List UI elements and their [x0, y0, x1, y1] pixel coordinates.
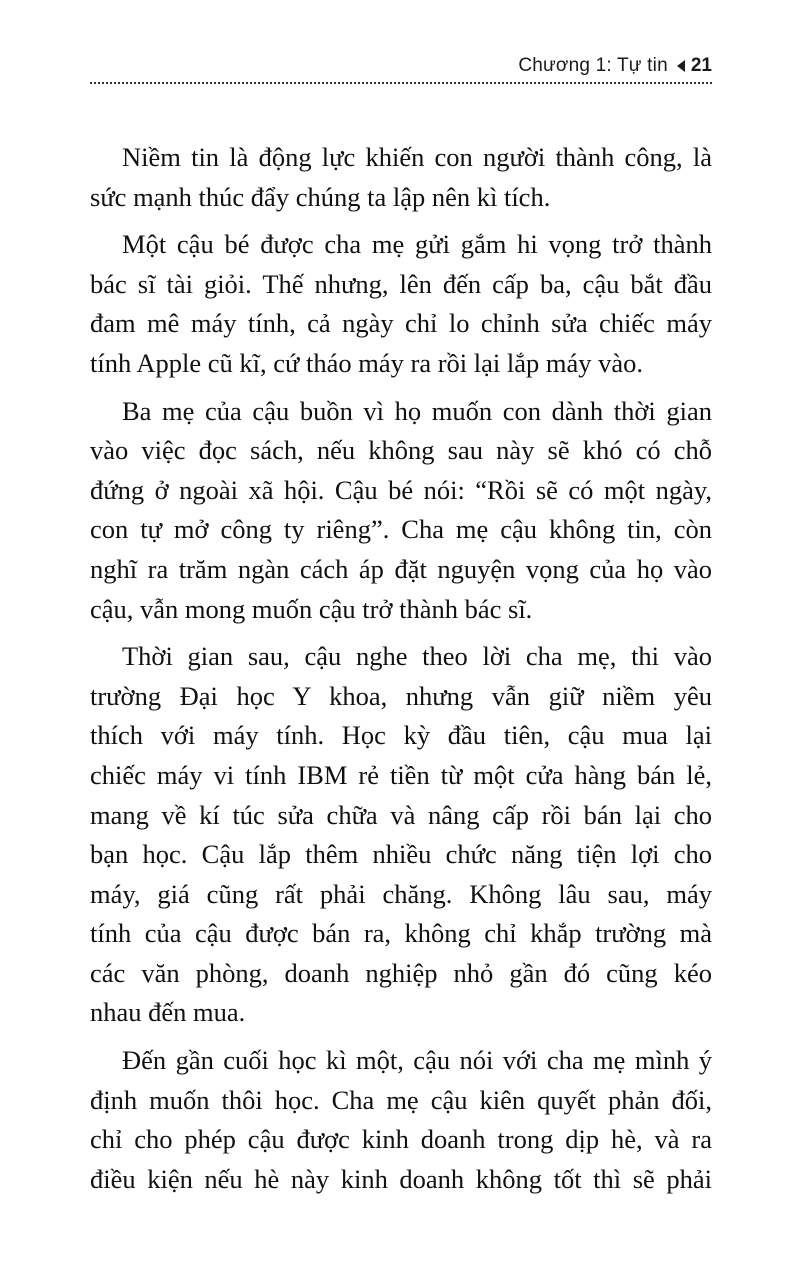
text-line: tính của cậu được bán ra, không chỉ khắp trường mà: [90, 918, 712, 949]
text-line: thích với máy tính. Học kỳ đầu tiên, cậu mua lại: [90, 720, 712, 751]
text-line: Thời gian sau, cậu nghe theo lời cha mẹ, thi vào: [122, 641, 712, 672]
text-line: nghĩ ra trăm ngàn cách áp đặt nguyện vọng của họ vào: [90, 553, 712, 584]
text-line: sức mạnh thúc đẩy chúng ta lập nên kì tích.: [90, 181, 551, 212]
paragraph: [90, 1041, 712, 1199]
body-text: [90, 138, 712, 1199]
text-line: nhau đến mua.: [90, 997, 246, 1028]
paragraph: [90, 225, 712, 383]
chapter-title: Chương 1: Tự tin: [518, 55, 668, 76]
text-line: chỉ cho phép cậu được kinh doanh trong dịp hè, và ra: [90, 1124, 712, 1155]
header-dotted-rule: [90, 82, 712, 84]
text-line: con tự mở công ty riêng”. Cha mẹ cậu không tin, còn: [90, 514, 712, 545]
text-line: vào việc đọc sách, nếu không sau này sẽ khó có chỗ: [90, 435, 712, 466]
text-line: định muốn thôi học. Cha mẹ cậu kiên quyết phản đối,: [90, 1084, 712, 1115]
text-line: Đến gần cuối học kì một, cậu nói với cha mẹ mình ý: [122, 1045, 712, 1076]
text-line: trường Đại học Y khoa, nhưng vẫn giữ niềm yêu: [90, 680, 712, 711]
text-line: máy, giá cũng rất phải chăng. Không lâu sau, máy: [90, 878, 712, 909]
running-header: [90, 52, 712, 80]
text-line: đứng ở ngoài xã hội. Cậu bé nói: “Rồi sẽ có một ngày,: [90, 474, 712, 505]
paragraph: [90, 637, 712, 1033]
text-line: bạn học. Cậu lắp thêm nhiều chức năng tiện lợi cho: [90, 839, 712, 870]
paragraph: [90, 138, 712, 217]
text-line: tính Apple cũ kĩ, cứ tháo máy ra rồi lại lắp máy vào.: [90, 347, 644, 378]
text-line: Một cậu bé được cha mẹ gửi gắm hi vọng trở thành: [122, 229, 712, 260]
text-line: Ba mẹ của cậu buồn vì họ muốn con dành thời gian: [122, 395, 712, 426]
page-number: 21: [690, 55, 712, 76]
text-line: Niềm tin là động lực khiến con người thành công, là: [122, 142, 712, 172]
text-line: bác sĩ tài giỏi. Thế nhưng, lên đến cấp ba, cậu bắt đầu: [90, 268, 712, 299]
left-triangle-icon: [677, 60, 685, 72]
text-line: cậu, vẫn mong muốn cậu trở thành bác sĩ.: [90, 593, 533, 624]
text-line: đam mê máy tính, cả ngày chỉ lo chỉnh sửa chiếc máy: [90, 308, 712, 339]
text-line: các văn phòng, doanh nghiệp nhỏ gần đó cũng kéo: [90, 957, 712, 988]
text-line: mang về kí túc sửa chữa và nâng cấp rồi bán lại cho: [90, 799, 712, 830]
paragraph: [90, 392, 712, 630]
text-line: chiếc máy vi tính IBM rẻ tiền từ một cửa hàng bán lẻ,: [90, 759, 712, 790]
text-line: điều kiện nếu hè này kinh doanh không tốt thì sẽ phải: [90, 1163, 712, 1194]
